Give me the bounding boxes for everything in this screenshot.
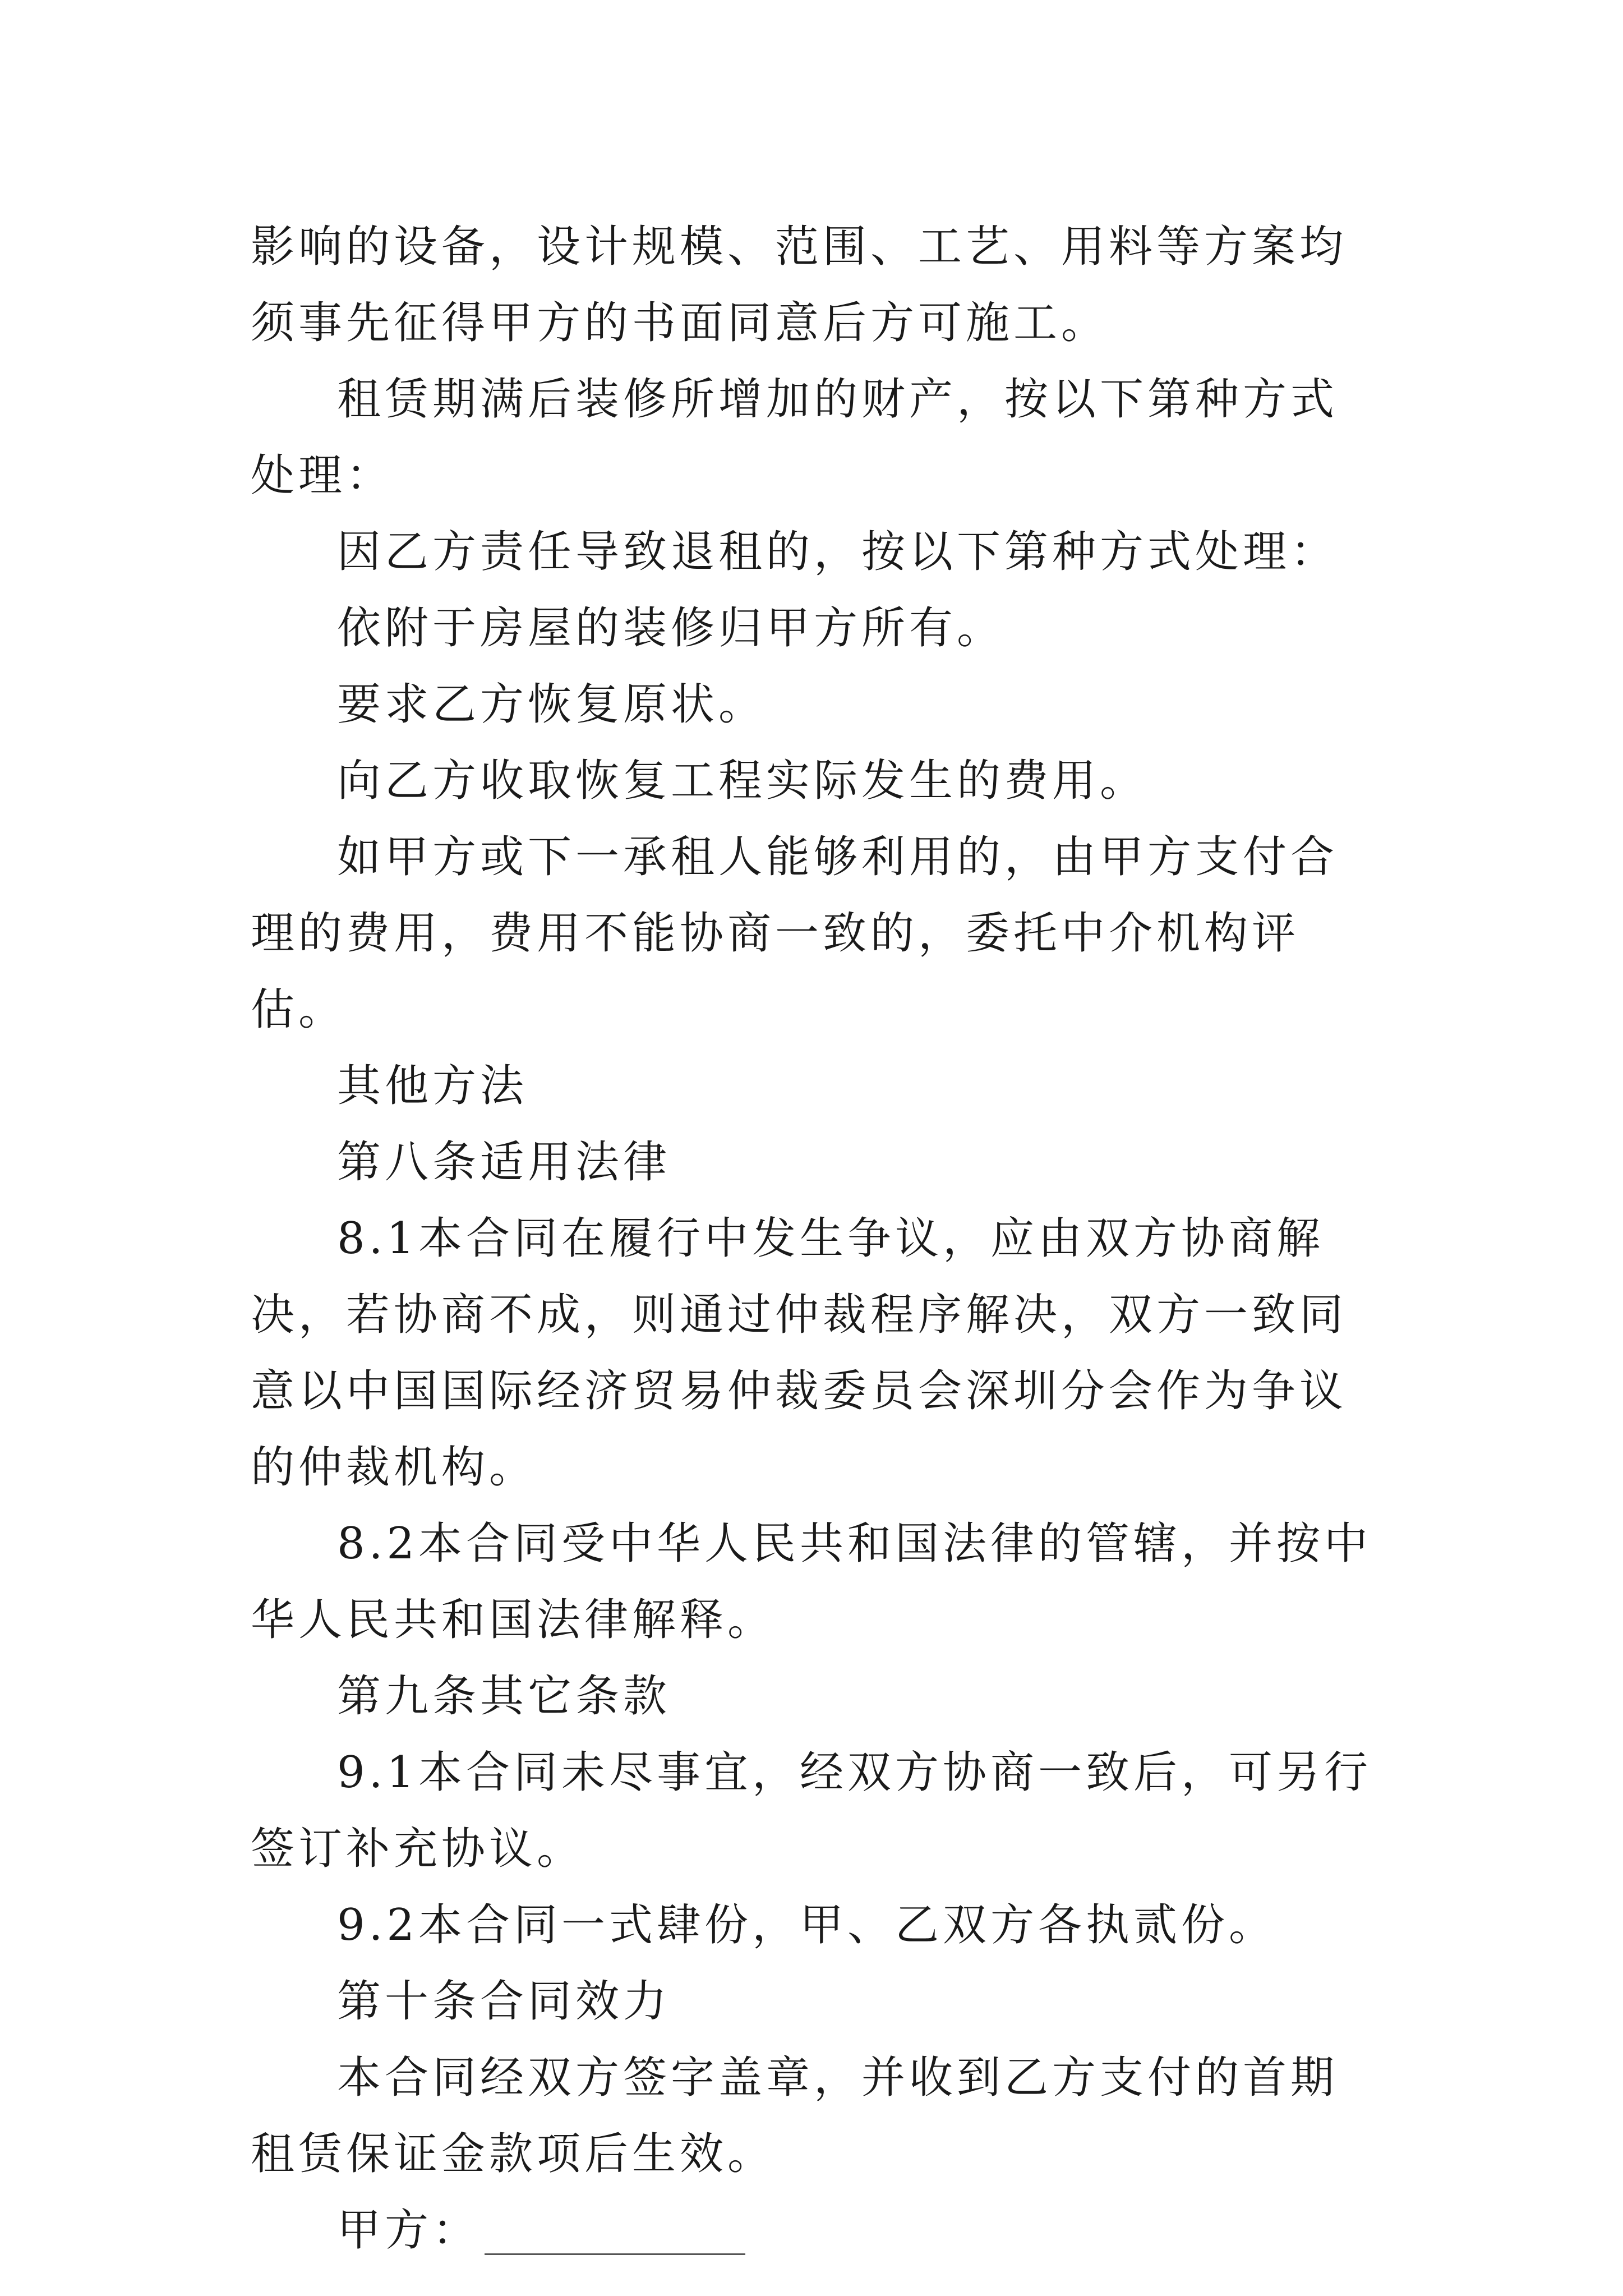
- paragraph-option-attached-decoration: 依附于房屋的装修归甲方所有。: [337, 603, 1005, 654]
- paragraph-tenant-fault-termination: 因乙方责任导致退租的，按以下第种方式处理：: [337, 527, 1339, 577]
- paragraph-decoration-approval: 影响的设备，设计规模、范围、工艺、用料等方案均须事先征得甲方的书面同意后方可施工。: [251, 222, 1348, 348]
- paragraph-option-restoration-cost: 向乙方收取恢复工程实际发生的费用。: [337, 756, 1148, 806]
- contract-body: [251, 209, 1372, 2269]
- signature-line-party-a: [251, 2192, 1372, 2269]
- article-9-heading: 第九条其它条款: [337, 1671, 671, 1722]
- clause-8-2: 8.2本合同受中华人民共和国法律的管辖，并按中华人民共和国法律解释。: [251, 1519, 1372, 1645]
- paragraph-lease-expiry-property: 租赁期满后装修所增加的财产，按以下第种方式处理：: [251, 374, 1339, 501]
- clause-8-1: 8.1本合同在履行中发生争议，应由双方协商解决，若协商不成，则通过仲裁程序解决，双方一致同意以中国国际经济贸易仲裁委员会深圳分会作为争议的仲裁机构。: [251, 1213, 1348, 1493]
- paragraph-option-reasonable-fee: 如甲方或下一承租人能够利用的，由甲方支付合理的费用，费用不能协商一致的，委托中介机构评估。: [251, 832, 1339, 1035]
- article-10-heading: 第十条合同效力: [337, 1976, 671, 2027]
- clause-9-1: 9.1本合同未尽事宜，经双方协商一致后，可另行签订补充协议。: [251, 1747, 1372, 1874]
- clause-10-effectiveness: 本合同经双方签字盖章，并收到乙方支付的首期租赁保证金款项后生效。: [251, 2053, 1339, 2179]
- clause-9-2: 9.2本合同一式肆份，甲、乙双方各执贰份。: [337, 1900, 1277, 1950]
- party-a-label: 甲方：: [337, 2205, 481, 2256]
- paragraph-option-restore: 要求乙方恢复原状。: [337, 679, 767, 730]
- article-8-heading: 第八条适用法律: [337, 1137, 671, 1188]
- paragraph-other-methods: 其他方法: [337, 1061, 528, 1111]
- party-a-signature-field[interactable]: [485, 2253, 745, 2255]
